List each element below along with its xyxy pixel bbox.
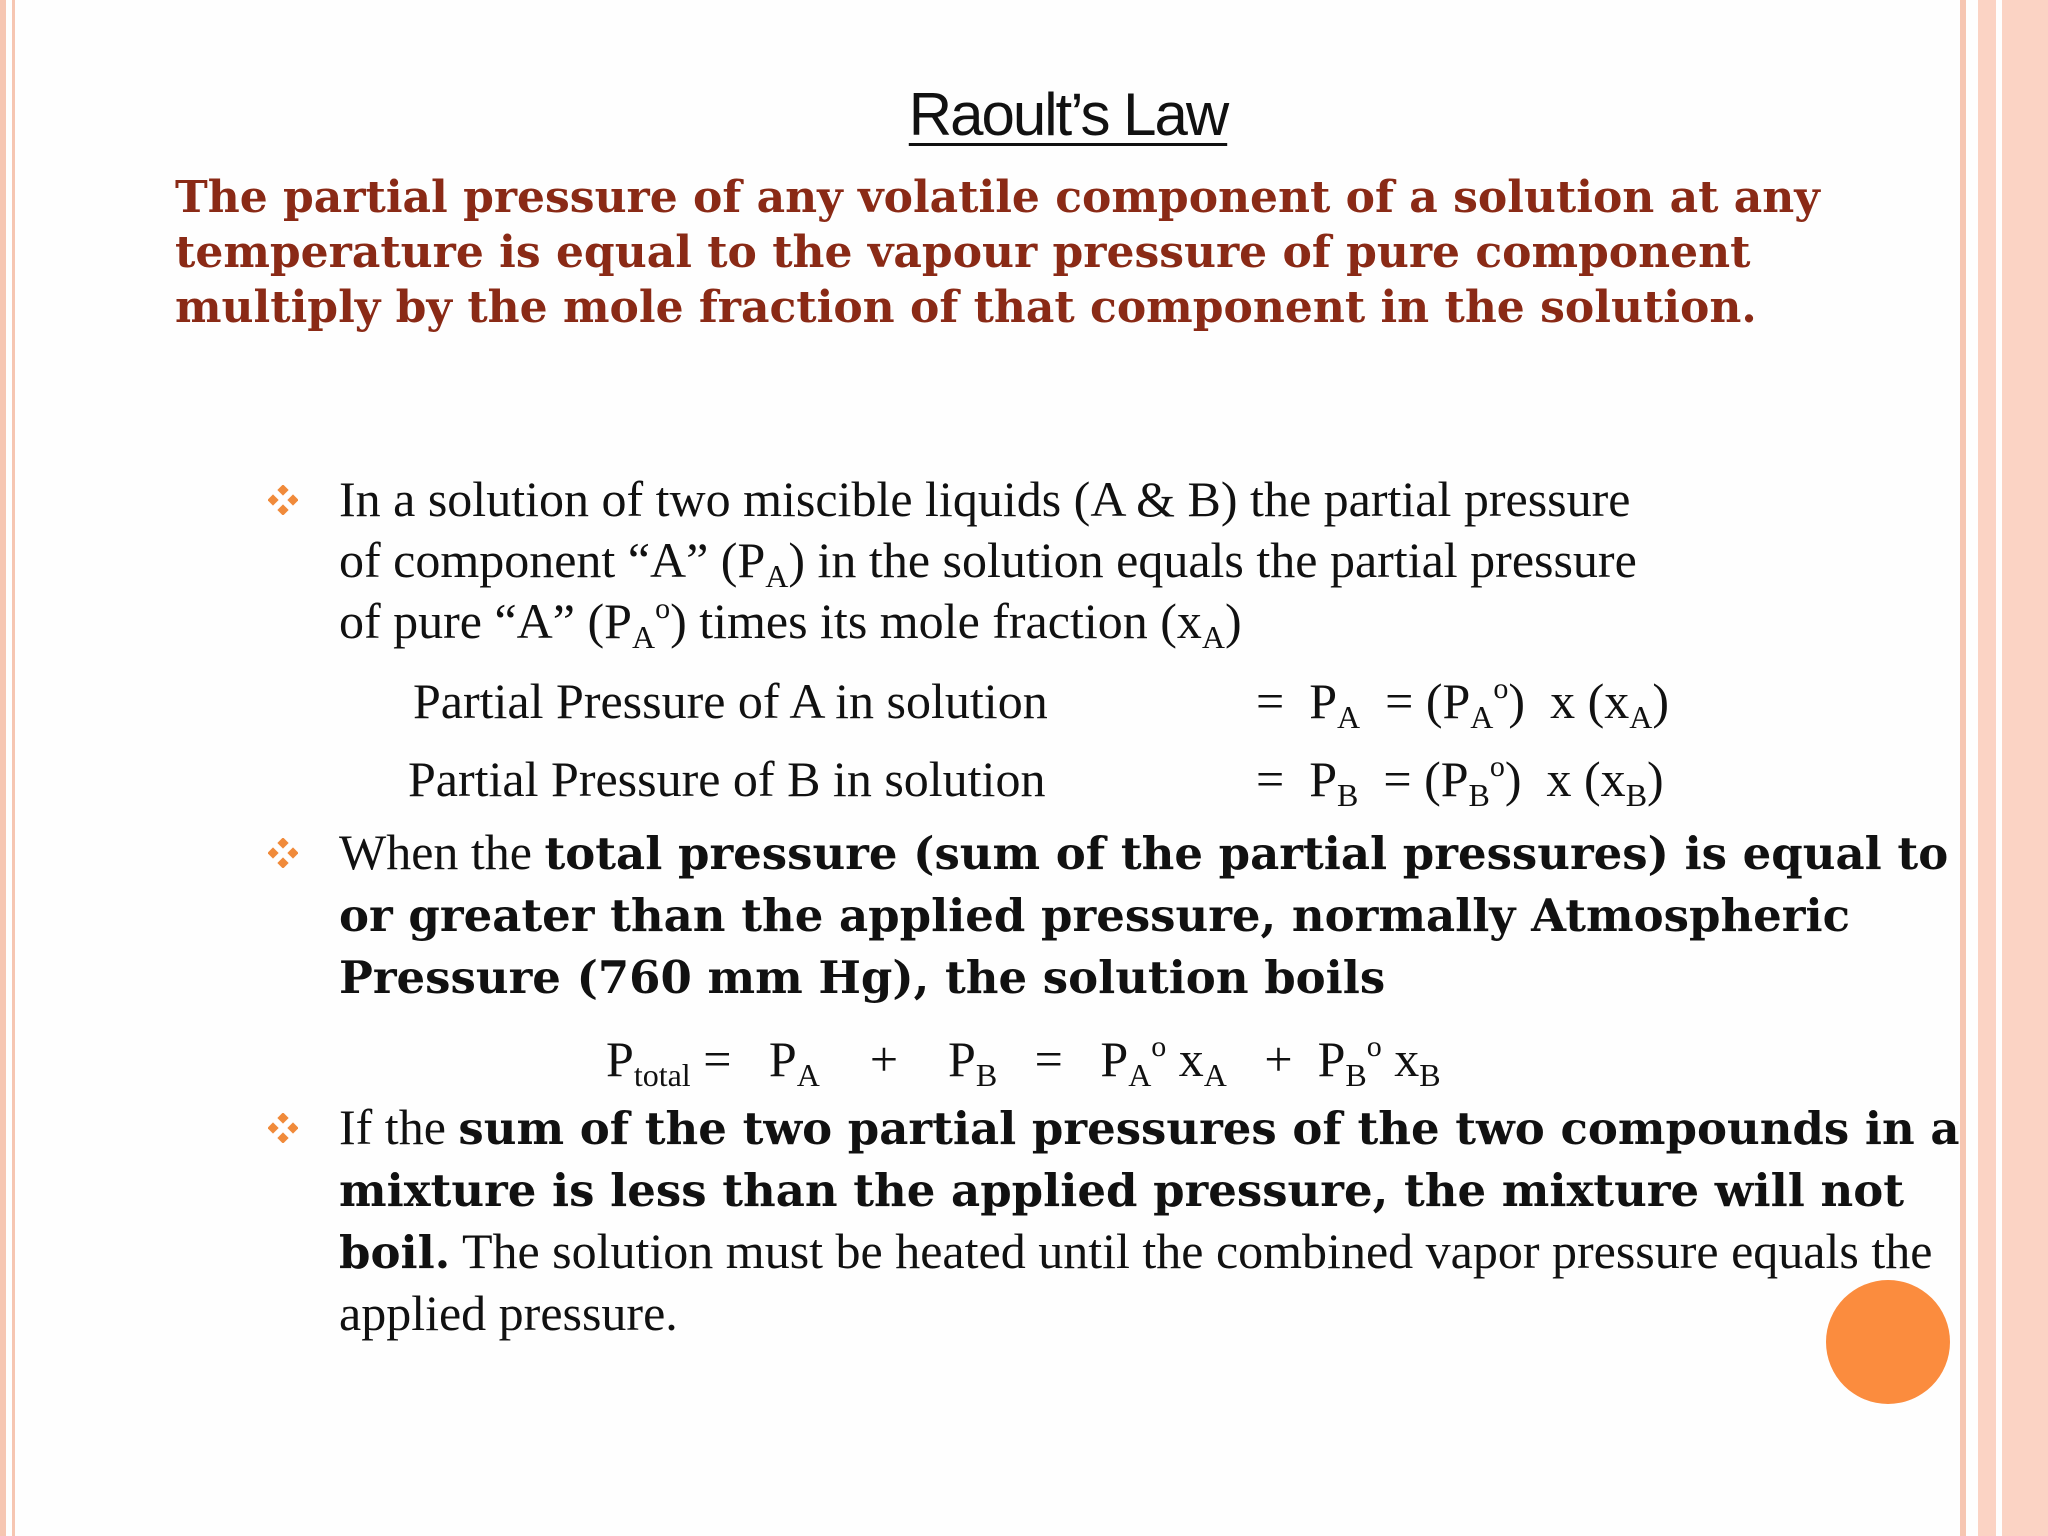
left-border-outer xyxy=(0,0,6,1536)
bullet-2-text: When the total pressure (sum of the partial pressures) is equal to or greater than the applied pressure, normally Atmospheric Pressure (760 mm Hg), the solution boils xyxy=(339,824,1949,1004)
equation-b-label: Partial Pressure of B in solution xyxy=(408,751,1046,807)
diamond-bullet-icon xyxy=(268,838,298,868)
right-border-band xyxy=(1978,0,2048,1536)
diamond-bullet-icon xyxy=(268,1113,298,1143)
right-border-stripe xyxy=(1996,0,2002,1536)
equation-b: = $P_B = (P_B^o)$ x $(x_B)$ xyxy=(1256,750,1664,813)
total-pressure-equation: $P_{total}$ = $P_A$ + $P_B$ = $P_A^o$ $x_A$ + $P_B^o$ $x_B$ xyxy=(606,1030,1441,1093)
equation-a: = $P_A = (P_A^o)$ x $(x_A)$ xyxy=(1256,672,1669,735)
slide-title: Raoult’s Law xyxy=(908,81,1228,148)
decorative-circle xyxy=(1826,1280,1950,1404)
left-border-inner xyxy=(12,0,15,1536)
law-definition: The partial pressure of any volatile component of a solution at any temperature is equal to the vapour pressure of pure component multiply by the mole fraction of that component in the solution. xyxy=(175,172,1820,333)
equation-a-label: Partial Pressure of A in solution xyxy=(413,673,1048,729)
bullet-3-text: If the sum of the two partial pressures of the two compounds in a mixture is less than the applied pressure, the mixture will not boil. The solution must be heated until the combined vapor pressure equals the applied pressure. xyxy=(339,1099,1960,1341)
bullet-1-text: In a solution of two miscible liquids (A & B) the partial pressure of component “A” $(P_A)$ in the solution equals the partial pressure of pure “A” $(P_A^o)$ times its mole fraction $(x_A)$ xyxy=(339,471,1637,655)
diamond-bullet-icon xyxy=(268,485,298,515)
